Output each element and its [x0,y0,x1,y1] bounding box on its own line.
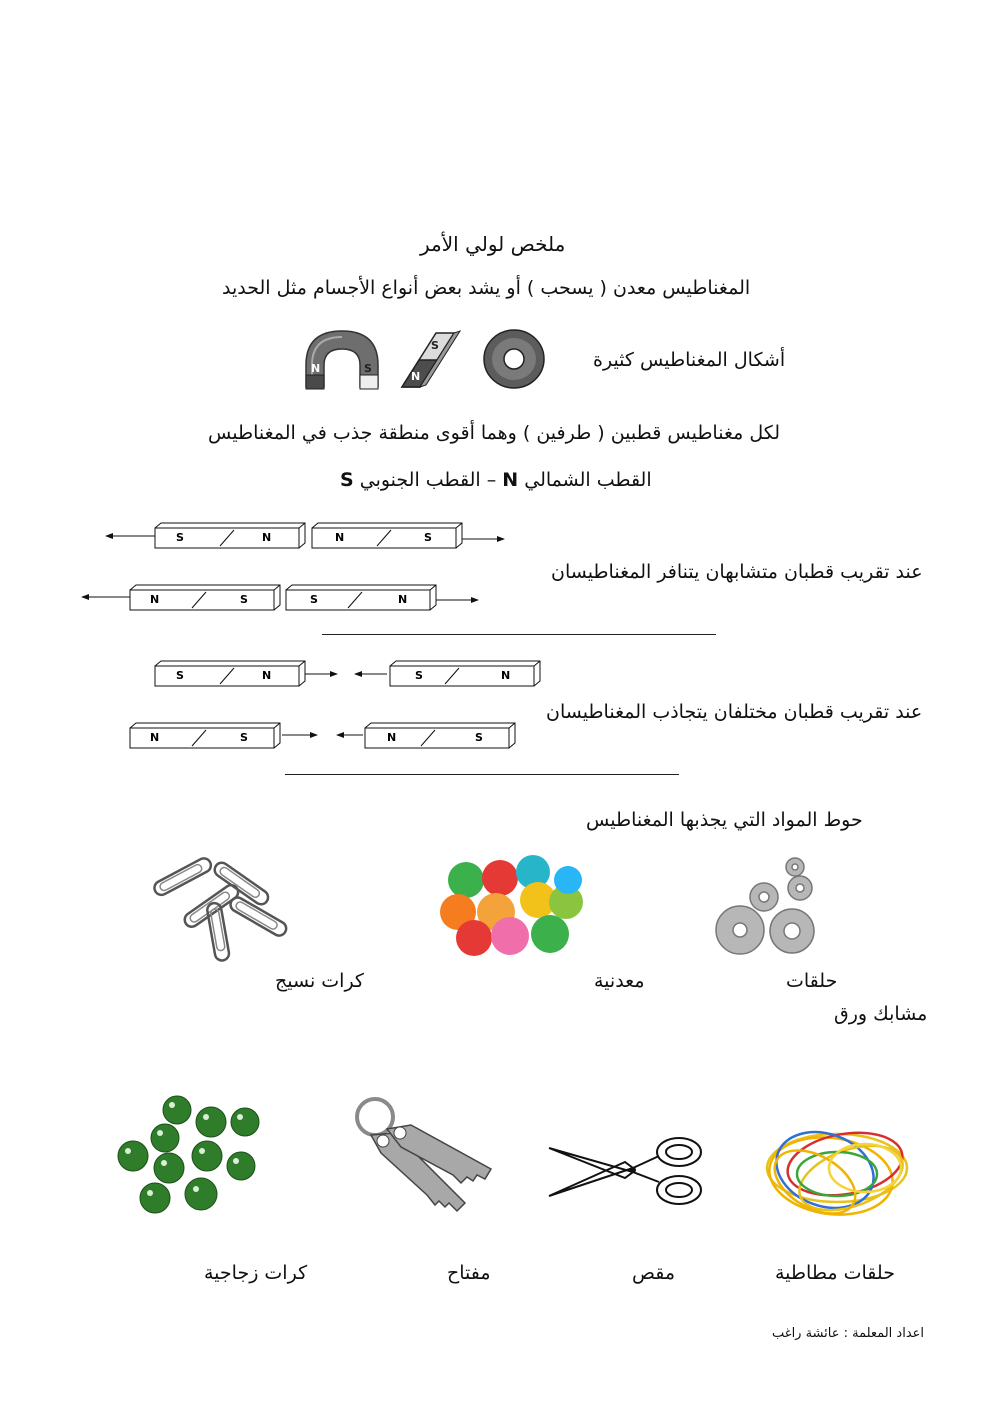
item-label-metallic: معدنية [594,970,645,992]
pole-letter: N [150,593,160,606]
bar-magnet-n-s [312,523,462,548]
svg-text:S: S [431,339,439,352]
pole-letter: N [398,593,408,606]
bar-magnet-icon [402,331,460,387]
bar-magnet-s-n [155,661,305,686]
bar-magnet-n-s [130,585,280,610]
attract-text: عند تقريب قطبان مختلفان يتجاذب المغناطيسان [546,701,923,723]
pole-letter: S [475,731,483,744]
pole-letter: S [424,531,432,544]
repel-text: عند تقريب قطبان متشابهان يتنافر المغناطيسان [551,561,923,583]
item-label-scissors: مقص [632,1262,676,1284]
north-pole-letter: N [502,469,519,491]
pole-letter: S [310,593,318,606]
circle-instruction: حوط المواد التي يجذبها المغناطيس [586,809,863,831]
pole-separator: – [486,469,497,491]
svg-text:S: S [364,362,372,375]
svg-text:N: N [411,370,421,383]
item-label-key: مفتاح [447,1262,491,1284]
repulsion-diagram [80,520,520,615]
magnet-definition: المغناطيس معدن ( يسحب ) أو يشد بعض أنواع الأجسام مثل الحديد [222,277,751,299]
footer-credit: اعداد المعلمة : عائشة راغب [772,1326,925,1341]
ring-magnet-icon [484,330,544,388]
item-label-glass-marbles: كرات زجاجية [204,1262,308,1284]
bar-magnet-s-n [390,661,540,686]
pole-letter: N [335,531,345,544]
bar-magnet-n-s [365,723,515,748]
pole-letter: N [262,531,272,544]
item-label-rings: حلقات [786,970,838,992]
keys-image[interactable] [345,1095,495,1225]
paper-clips-image[interactable] [140,840,300,965]
pole-letter: S [176,531,184,544]
south-pole-letter: S [340,469,354,491]
bar-magnet-s-n [155,523,305,548]
pole-names [340,471,652,490]
rubber-bands-image[interactable] [755,1118,920,1230]
pole-letter: S [415,669,423,682]
divider-line [322,634,716,635]
pole-letter: N [501,669,511,682]
magnet-shapes-illustration [298,325,550,395]
attraction-diagram [125,658,545,753]
svg-text:N: N [311,362,321,375]
bar-magnet-n-s [130,723,280,748]
item-label-fabric-balls: كرات نسيج [275,970,364,992]
pole-letter: N [387,731,397,744]
poles-text: لكل مغناطيس قطبين ( طرفين ) وهما أقوى منطقة جذب في المغناطيس [208,422,781,444]
bar-magnet-s-n [286,585,436,610]
scissors-image[interactable] [545,1130,710,1215]
fabric-balls-image[interactable] [438,850,590,958]
glass-marbles-image[interactable] [115,1090,275,1225]
pole-letter: N [150,731,160,744]
item-label-paper-clips: مشابك ورق [834,1003,928,1025]
south-pole-label: القطب الجنوبي [359,469,481,491]
north-pole-label: القطب الشمالي [524,469,652,491]
pole-letter: N [262,669,272,682]
pole-letter: S [240,593,248,606]
pole-letter: S [176,669,184,682]
pole-letter: S [240,731,248,744]
divider-line [285,774,679,775]
metal-washers-image[interactable] [712,855,822,955]
item-label-rubber-bands: حلقات مطاطية [775,1262,895,1284]
page-title: ملخص لولي الأمر [420,232,566,256]
magnet-shapes-text: أشكال المغناطيس كثيرة [593,349,786,371]
horseshoe-magnet-icon [306,331,378,389]
